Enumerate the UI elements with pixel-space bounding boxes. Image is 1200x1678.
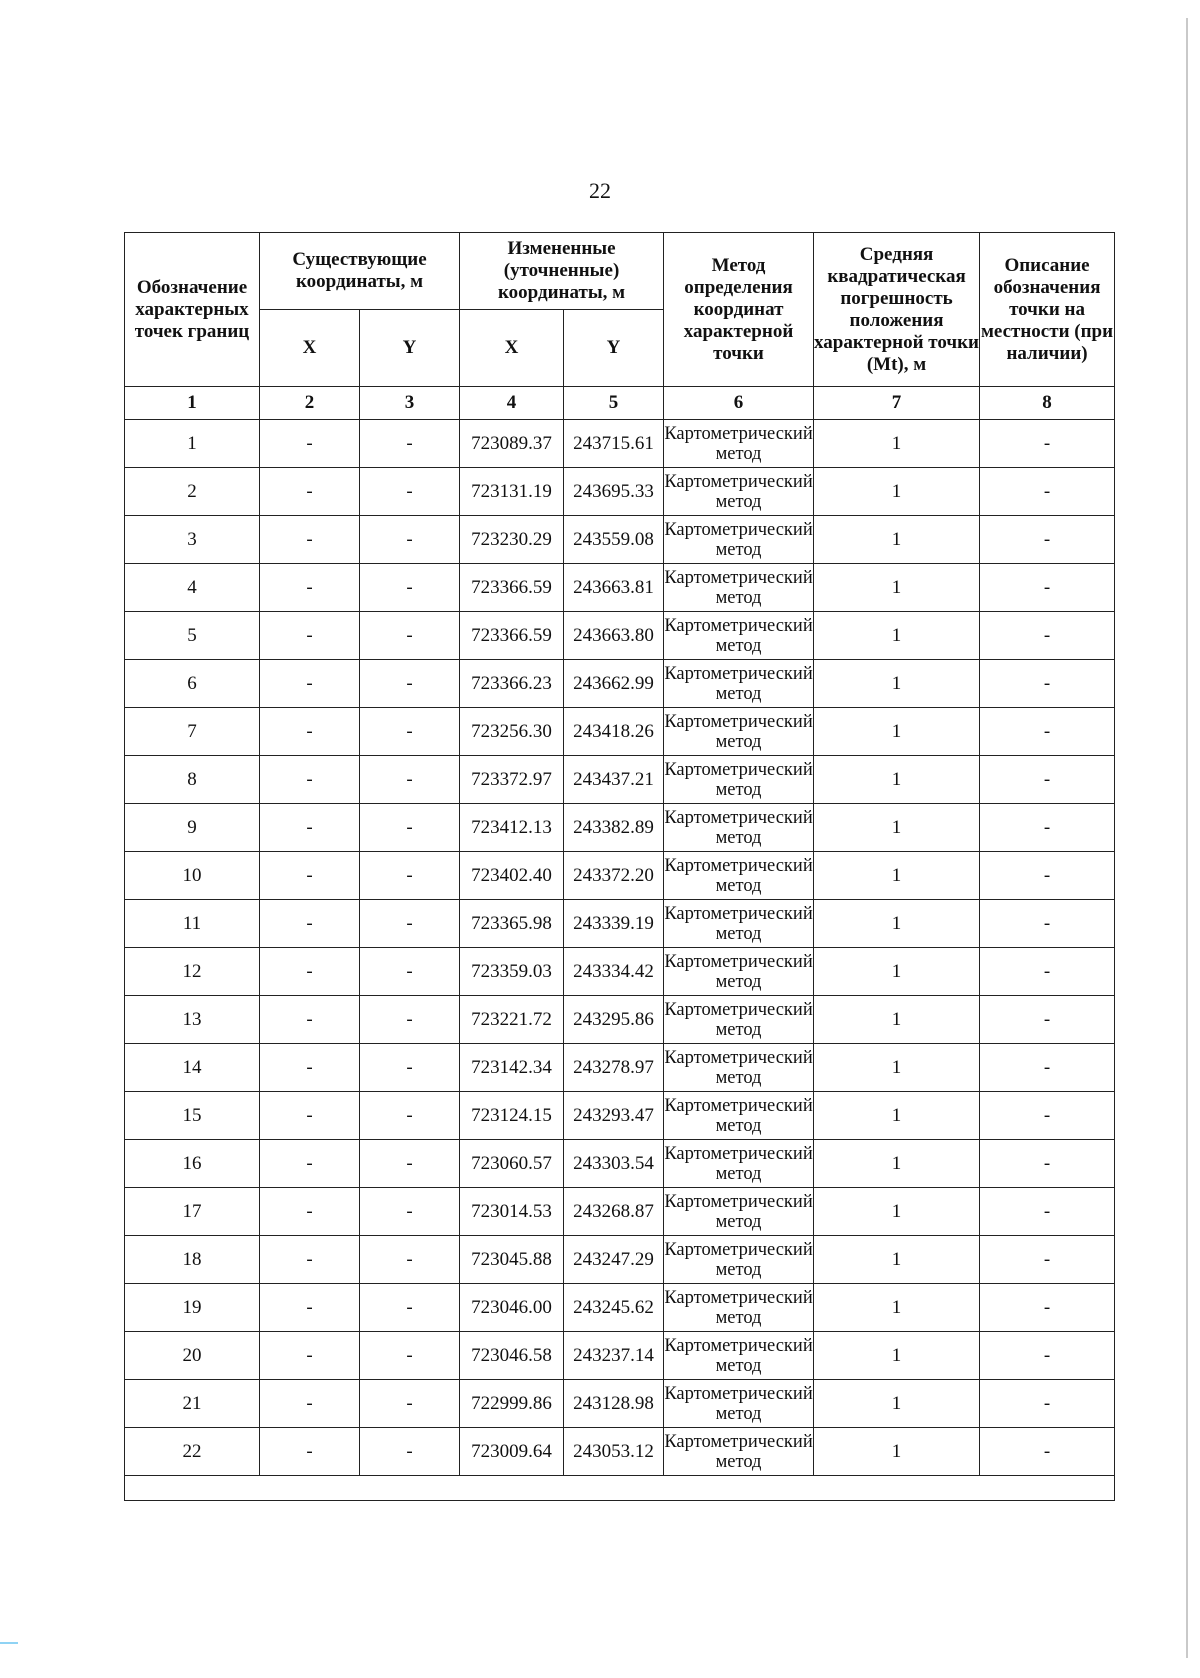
cell-existing-y: - (360, 420, 460, 468)
cell-description: - (980, 1380, 1115, 1428)
cell-changed-x: 723131.19 (460, 468, 564, 516)
cell-existing-x: - (260, 420, 360, 468)
cell-changed-x: 723009.64 (460, 1428, 564, 1476)
cell-existing-y: - (360, 1188, 460, 1236)
cell-existing-x: - (260, 852, 360, 900)
cell-changed-y: 243293.47 (564, 1092, 664, 1140)
cell-error-value: 1 (814, 660, 980, 708)
cell-changed-x: 723046.58 (460, 1332, 564, 1380)
cell-method: Картометрический метод (664, 1284, 814, 1332)
cell-error-value: 1 (814, 1092, 980, 1140)
table-row (125, 612, 1115, 660)
cell-changed-x: 723256.30 (460, 708, 564, 756)
cell-description: - (980, 1428, 1115, 1476)
table-row (125, 1380, 1115, 1428)
cell-method: Картометрический метод (664, 468, 814, 516)
cell-existing-y: - (360, 852, 460, 900)
cell-method: Картометрический метод (664, 756, 814, 804)
cell-changed-y: 243418.26 (564, 708, 664, 756)
cell-changed-x: 722999.86 (460, 1380, 564, 1428)
cell-changed-x: 723089.37 (460, 420, 564, 468)
cell-existing-y: - (360, 996, 460, 1044)
cell-changed-x: 723142.34 (460, 1044, 564, 1092)
cell-changed-y: 243663.81 (564, 564, 664, 612)
cell-changed-y: 243662.99 (564, 660, 664, 708)
cell-existing-y: - (360, 468, 460, 516)
cell-existing-y: - (360, 564, 460, 612)
cell-changed-y: 243437.21 (564, 756, 664, 804)
cell-description: - (980, 564, 1115, 612)
header-existing-coordinates: Существующие координаты, м (260, 233, 460, 310)
cell-error-value: 1 (814, 1380, 980, 1428)
table-row (125, 804, 1115, 852)
cell-method: Картометрический метод (664, 852, 814, 900)
cell-existing-y: - (360, 948, 460, 996)
cell-changed-y: 243334.42 (564, 948, 664, 996)
cell-method: Картометрический метод (664, 996, 814, 1044)
table-footer-row (125, 1476, 1115, 1501)
cell-changed-x: 723372.97 (460, 756, 564, 804)
cell-error-value: 1 (814, 1332, 980, 1380)
cell-description: - (980, 1140, 1115, 1188)
table-row (125, 1236, 1115, 1284)
table-row (125, 996, 1115, 1044)
cell-point-number: 19 (125, 1284, 260, 1332)
cell-error-value: 1 (814, 1284, 980, 1332)
table-row (125, 948, 1115, 996)
header-changed-coordinates: Измененные (уточненные) координаты, м (460, 233, 664, 310)
cell-changed-x: 723366.59 (460, 564, 564, 612)
table-row (125, 756, 1115, 804)
empty-cell (125, 1476, 1115, 1501)
cell-method: Картометрический метод (664, 564, 814, 612)
scan-edge-line (1186, 18, 1188, 1658)
cell-point-number: 10 (125, 852, 260, 900)
cell-method: Картометрический метод (664, 1188, 814, 1236)
cell-point-number: 16 (125, 1140, 260, 1188)
column-number: 8 (980, 387, 1115, 420)
cell-changed-x: 723402.40 (460, 852, 564, 900)
cell-existing-y: - (360, 516, 460, 564)
cell-error-value: 1 (814, 852, 980, 900)
cell-method: Картометрический метод (664, 900, 814, 948)
cell-point-number: 5 (125, 612, 260, 660)
cell-changed-y: 243695.33 (564, 468, 664, 516)
cell-existing-x: - (260, 468, 360, 516)
cell-changed-y: 243245.62 (564, 1284, 664, 1332)
table-row (125, 564, 1115, 612)
cell-method: Картометрический метод (664, 948, 814, 996)
cell-error-value: 1 (814, 948, 980, 996)
cell-changed-y: 243303.54 (564, 1140, 664, 1188)
cell-existing-x: - (260, 756, 360, 804)
header-changed-x: X (460, 310, 564, 387)
cell-point-number: 9 (125, 804, 260, 852)
cell-existing-y: - (360, 708, 460, 756)
table-row (125, 660, 1115, 708)
table-row (125, 852, 1115, 900)
table-row (125, 708, 1115, 756)
table-row (125, 1284, 1115, 1332)
cell-description: - (980, 612, 1115, 660)
table-row (125, 1044, 1115, 1092)
column-number: 7 (814, 387, 980, 420)
cell-method: Картометрический метод (664, 660, 814, 708)
cell-error-value: 1 (814, 564, 980, 612)
column-number: 6 (664, 387, 814, 420)
cell-point-number: 17 (125, 1188, 260, 1236)
cell-error-value: 1 (814, 996, 980, 1044)
column-numbers-row (125, 387, 1115, 420)
cell-method: Картометрический метод (664, 1236, 814, 1284)
cell-existing-y: - (360, 1332, 460, 1380)
cell-description: - (980, 1092, 1115, 1140)
cell-existing-x: - (260, 1188, 360, 1236)
cell-description: - (980, 468, 1115, 516)
cell-description: - (980, 852, 1115, 900)
cell-changed-x: 723412.13 (460, 804, 564, 852)
header-existing-y: Y (360, 310, 460, 387)
cell-changed-y: 243237.14 (564, 1332, 664, 1380)
table-row (125, 1140, 1115, 1188)
cell-existing-y: - (360, 1284, 460, 1332)
cell-point-number: 13 (125, 996, 260, 1044)
cell-changed-y: 243268.87 (564, 1188, 664, 1236)
cell-description: - (980, 516, 1115, 564)
cell-error-value: 1 (814, 420, 980, 468)
cell-changed-y: 243128.98 (564, 1380, 664, 1428)
cell-existing-x: - (260, 564, 360, 612)
cell-description: - (980, 1188, 1115, 1236)
column-number: 2 (260, 387, 360, 420)
cell-point-number: 18 (125, 1236, 260, 1284)
column-number: 4 (460, 387, 564, 420)
cell-description: - (980, 804, 1115, 852)
cell-existing-x: - (260, 516, 360, 564)
cell-description: - (980, 420, 1115, 468)
cell-changed-y: 243339.19 (564, 900, 664, 948)
table-row (125, 1428, 1115, 1476)
cell-description: - (980, 996, 1115, 1044)
cell-existing-x: - (260, 1092, 360, 1140)
cell-point-number: 21 (125, 1380, 260, 1428)
cell-point-number: 22 (125, 1428, 260, 1476)
header-designation: Обозначение характерных точек границ (125, 233, 260, 387)
cell-existing-y: - (360, 1428, 460, 1476)
column-number: 3 (360, 387, 460, 420)
cell-point-number: 6 (125, 660, 260, 708)
cell-point-number: 4 (125, 564, 260, 612)
cell-existing-x: - (260, 1044, 360, 1092)
cell-changed-x: 723366.59 (460, 612, 564, 660)
cell-error-value: 1 (814, 468, 980, 516)
cell-existing-y: - (360, 612, 460, 660)
cell-changed-y: 243372.20 (564, 852, 664, 900)
cell-point-number: 8 (125, 756, 260, 804)
cell-changed-y: 243663.80 (564, 612, 664, 660)
cell-changed-x: 723359.03 (460, 948, 564, 996)
cell-changed-x: 723045.88 (460, 1236, 564, 1284)
cell-error-value: 1 (814, 756, 980, 804)
cell-method: Картометрический метод (664, 1044, 814, 1092)
cell-method: Картометрический метод (664, 1428, 814, 1476)
cell-changed-x: 723046.00 (460, 1284, 564, 1332)
cell-description: - (980, 900, 1115, 948)
cell-existing-x: - (260, 1284, 360, 1332)
cell-method: Картометрический метод (664, 420, 814, 468)
cell-existing-x: - (260, 948, 360, 996)
cell-description: - (980, 1044, 1115, 1092)
cell-existing-y: - (360, 756, 460, 804)
cell-point-number: 15 (125, 1092, 260, 1140)
cell-description: - (980, 1284, 1115, 1332)
table-row (125, 900, 1115, 948)
table-row (125, 1188, 1115, 1236)
table-row (125, 516, 1115, 564)
cell-point-number: 12 (125, 948, 260, 996)
cell-error-value: 1 (814, 708, 980, 756)
cell-point-number: 7 (125, 708, 260, 756)
cell-description: - (980, 708, 1115, 756)
cell-existing-x: - (260, 1140, 360, 1188)
cell-existing-y: - (360, 1236, 460, 1284)
cell-changed-y: 243559.08 (564, 516, 664, 564)
cell-error-value: 1 (814, 804, 980, 852)
cell-existing-x: - (260, 612, 360, 660)
cell-error-value: 1 (814, 1188, 980, 1236)
cell-error-value: 1 (814, 612, 980, 660)
cell-error-value: 1 (814, 1044, 980, 1092)
cell-method: Картометрический метод (664, 1092, 814, 1140)
cell-existing-y: - (360, 900, 460, 948)
cell-description: - (980, 948, 1115, 996)
cell-existing-y: - (360, 1092, 460, 1140)
cell-point-number: 14 (125, 1044, 260, 1092)
cell-method: Картометрический метод (664, 708, 814, 756)
cell-point-number: 1 (125, 420, 260, 468)
table-row (125, 1092, 1115, 1140)
cell-existing-x: - (260, 996, 360, 1044)
column-number: 5 (564, 387, 664, 420)
cell-method: Картометрический метод (664, 1332, 814, 1380)
cell-error-value: 1 (814, 900, 980, 948)
cell-method: Картометрический метод (664, 804, 814, 852)
cell-existing-x: - (260, 1236, 360, 1284)
cell-error-value: 1 (814, 1428, 980, 1476)
cell-method: Картометрический метод (664, 612, 814, 660)
cell-changed-y: 243382.89 (564, 804, 664, 852)
header-changed-y: Y (564, 310, 664, 387)
coordinates-table (124, 232, 1115, 1501)
cell-changed-y: 243715.61 (564, 420, 664, 468)
scan-mark (0, 1642, 18, 1644)
cell-changed-y: 243247.29 (564, 1236, 664, 1284)
table-row (125, 420, 1115, 468)
cell-changed-x: 723221.72 (460, 996, 564, 1044)
cell-existing-y: - (360, 1380, 460, 1428)
column-number: 1 (125, 387, 260, 420)
cell-existing-x: - (260, 1332, 360, 1380)
cell-existing-y: - (360, 660, 460, 708)
cell-changed-y: 243295.86 (564, 996, 664, 1044)
cell-error-value: 1 (814, 1140, 980, 1188)
cell-existing-x: - (260, 1428, 360, 1476)
cell-existing-y: - (360, 1140, 460, 1188)
cell-changed-y: 243053.12 (564, 1428, 664, 1476)
cell-description: - (980, 756, 1115, 804)
table-row (125, 468, 1115, 516)
cell-changed-x: 723365.98 (460, 900, 564, 948)
header-existing-x: X (260, 310, 360, 387)
cell-existing-x: - (260, 708, 360, 756)
cell-method: Картометрический метод (664, 1140, 814, 1188)
cell-point-number: 2 (125, 468, 260, 516)
cell-existing-x: - (260, 900, 360, 948)
cell-changed-x: 723366.23 (460, 660, 564, 708)
cell-method: Картометрический метод (664, 516, 814, 564)
cell-changed-x: 723060.57 (460, 1140, 564, 1188)
cell-existing-y: - (360, 804, 460, 852)
header-error: Средняя квадратическая погрешность положения характерной точки (Mt), м (814, 233, 980, 387)
header-method: Метод определения координат характерной точки (664, 233, 814, 387)
cell-changed-x: 723014.53 (460, 1188, 564, 1236)
cell-existing-x: - (260, 1380, 360, 1428)
cell-existing-x: - (260, 660, 360, 708)
cell-point-number: 3 (125, 516, 260, 564)
cell-existing-y: - (360, 1044, 460, 1092)
cell-changed-y: 243278.97 (564, 1044, 664, 1092)
cell-error-value: 1 (814, 1236, 980, 1284)
cell-changed-x: 723124.15 (460, 1092, 564, 1140)
cell-changed-x: 723230.29 (460, 516, 564, 564)
cell-point-number: 20 (125, 1332, 260, 1380)
header-description: Описание обозначения точки на местности (при наличии) (980, 233, 1115, 387)
cell-description: - (980, 660, 1115, 708)
cell-method: Картометрический метод (664, 1380, 814, 1428)
table-row (125, 1332, 1115, 1380)
cell-description: - (980, 1236, 1115, 1284)
cell-existing-x: - (260, 804, 360, 852)
cell-description: - (980, 1332, 1115, 1380)
cell-error-value: 1 (814, 516, 980, 564)
cell-point-number: 11 (125, 900, 260, 948)
page-number: 22 (589, 178, 611, 203)
